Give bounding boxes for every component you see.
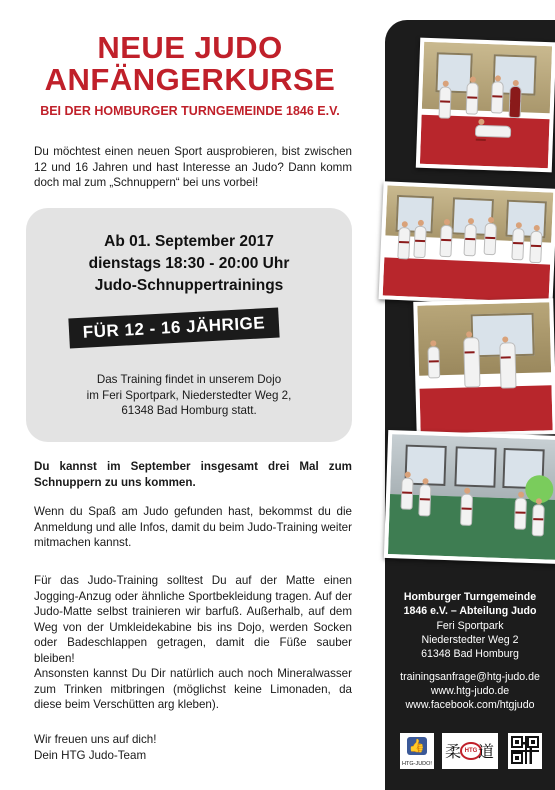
judo-photo-1 (416, 38, 555, 173)
club-name-line: 1846 e.V. – Abteilung Judo (403, 605, 537, 617)
subheadline: BEI DER HOMBURGER TURNGEMEINDE 1846 E.V. (40, 104, 340, 118)
clothing-paragraph (34, 573, 352, 713)
facebook-link[interactable]: www.facebook.com/htgjudo (405, 699, 535, 711)
judo-kanji-1: 柔 (445, 742, 462, 761)
htg-mark: HTG (460, 742, 482, 760)
headline-line-2: ANFÄNGERKURSE (44, 62, 336, 97)
thumbs-up-icon: 👍 (408, 738, 426, 753)
venue-text (26, 372, 352, 419)
intro-paragraph: Du möchtest einen neuen Sport ausprobieren, bist zwischen 12 und 16 Jahren und hast Interesse an Judo? Dann komm doch mal zum „Schnuppern“ bei uns vorbei! (34, 145, 352, 189)
qr-code-icon (511, 736, 539, 764)
judo-photo-3 (413, 298, 555, 438)
facebook-logo-caption: HTG-JUDO! (402, 761, 432, 767)
address-line: Feri Sportpark (436, 620, 504, 632)
drinks-text: Ansonsten kannst Du Dir natürlich auch noch Mineralwasser zum Trinken mitbringen (möglichst keine Limonaden, da diese beim Verschütten arg kleben). (34, 667, 352, 711)
address-line: Niederstedter Weg 2 (421, 634, 519, 646)
venue-line: Das Training findet in unserem Dojo (96, 373, 282, 386)
facebook-logo (400, 733, 434, 769)
training-time: dienstags 18:30 - 20:00 Uhr (88, 255, 290, 272)
judo-photo-4 (384, 430, 555, 564)
closing-signature: Dein HTG Judo-Team (34, 748, 147, 762)
closing-greeting: Wir freuen uns auf dich! (34, 733, 157, 746)
start-date: Ab 01. September 2017 (104, 233, 274, 250)
judo-photo-2 (379, 181, 555, 306)
training-type: Judo-Schnuppertrainings (94, 277, 284, 294)
website-link[interactable]: www.htg-judo.de (430, 685, 510, 697)
qr-code[interactable] (508, 733, 542, 769)
email-link[interactable]: trainingsanfrage@htg-judo.de (400, 671, 540, 683)
htg-judo-logo (442, 733, 498, 769)
venue-line: 61348 Bad Homburg statt. (121, 404, 257, 417)
age-banner-text: FÜR 12 - 16 JÄHRIGE (82, 313, 266, 342)
address-line: 61348 Bad Homburg (421, 648, 519, 660)
club-name (385, 590, 555, 618)
registration-paragraph: Wenn du Spaß am Judo gefunden hast, bekommst du die Anmeldung und alle Infos, damit du beim Judo-Training weiter mitmachen kannst. (34, 505, 352, 549)
club-contact (385, 670, 555, 712)
clothing-text: Für das Judo-Training solltest Du auf der Matte einen Jogging-Anzug oder ähnliche Sportbekleidung tragen. Auf der Judo-Matte selbst trainieren wir barfuß. Außerhalb, auf dem Weg von der Umkleidekabine bis ins Dojo, werden Socken oder Badeschlappen getragen, damit die Füße sauber bleiben! (34, 574, 352, 665)
club-name-line: Homburger Turngemeinde (403, 591, 537, 603)
trial-info-bold: Du kannst im September insgesamt drei Mal zum Schnuppern zu uns kommen. (34, 460, 352, 489)
club-address (385, 619, 555, 661)
judo-kanji-2: 道 (478, 742, 495, 761)
headline-line-1: NEUE JUDO (97, 30, 283, 65)
logo-row (398, 733, 548, 773)
venue-line: im Feri Sportpark, Niederstedter Weg 2, (86, 388, 292, 402)
closing-paragraph (34, 732, 352, 763)
